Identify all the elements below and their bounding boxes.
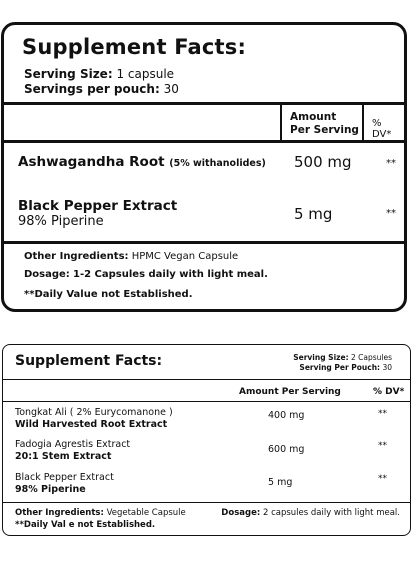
label1-title: Supplement Facts:: [22, 35, 247, 59]
label1-col-divider-1: [280, 104, 282, 141]
label1-ingredient-amount: 5 mg: [294, 205, 333, 223]
label2-ingredient-sub: 20:1 Stem Extract: [15, 451, 112, 462]
label1-serving-size: Serving Size: 1 capsule: [24, 67, 175, 81]
label1-col-divider-2: [362, 104, 364, 141]
label2-ingredient-sub: 98% Piperine: [15, 484, 86, 495]
label2-ingredient-dv: **: [378, 409, 387, 419]
label1-ingredient-amount: 500 mg: [294, 153, 352, 171]
label2-ingredient-name: Tongkat Ali ( 2% Eurycomanone ): [15, 407, 173, 418]
label2-servings-per-pouch: Serving Per Pouch: 30: [299, 363, 392, 372]
label1-dv-note: **Daily Value not Established.: [24, 289, 193, 300]
label2-ingredient-amount: 400 mg: [268, 410, 305, 421]
label1-servings-per-pouch: Servings per pouch: 30: [24, 82, 179, 96]
label1-ingredient-name: Black Pepper Extract: [18, 198, 178, 214]
label2-ingredient-dv: **: [378, 474, 387, 484]
label2-dv-header: % DV*: [373, 387, 405, 397]
label2-rule-top: [3, 379, 410, 380]
label1-rule-top: [4, 102, 404, 105]
label1-ingredient-sub: 98% Piperine: [18, 214, 104, 229]
label2-ingredient-name: Black Pepper Extract: [15, 472, 114, 483]
label1-rule-header: [4, 140, 404, 143]
supplement-facts-label-2: [2, 344, 411, 536]
label2-ingredient-amount: 600 mg: [268, 444, 305, 455]
label1-amount-header: Amount Per Serving: [290, 111, 359, 136]
label2-title: Supplement Facts:: [15, 353, 163, 369]
label1-other-ingredients: Other Ingredients: HPMC Vegan Capsule: [24, 251, 239, 262]
label1-rule-bottom: [4, 241, 404, 244]
supplement-facts-label-1: [1, 22, 407, 312]
label2-ingredient-name: Fadogia Agrestis Extract: [15, 439, 131, 450]
label1-ingredient-name: Ashwagandha Root (5% withanolides): [18, 154, 266, 170]
label2-dv-note: **Daily Val e not Established.: [15, 520, 156, 530]
label1-ingredient-dv: **: [386, 158, 396, 169]
label2-serving-size: Serving Size: 2 Capsules: [293, 353, 392, 362]
label2-ingredient-dv: **: [378, 441, 387, 451]
label2-rule-bottom: [3, 502, 410, 503]
label2-amount-header: Amount Per Serving: [239, 387, 341, 397]
label1-dosage: Dosage: 1-2 Capsules daily with light meal.: [24, 269, 268, 280]
label1-ingredient-dv: **: [386, 208, 396, 219]
label2-ingredient-sub: Wild Harvested Root Extract: [15, 419, 168, 430]
label2-dosage: Dosage: 2 capsules daily with light meal.: [221, 508, 400, 518]
label2-rule-header: [3, 401, 410, 402]
label2-other-ingredients: Other Ingredients: Vegetable Capsule: [15, 508, 186, 518]
label1-dv-header: % DV*: [372, 118, 392, 140]
label2-ingredient-amount: 5 mg: [268, 477, 293, 488]
